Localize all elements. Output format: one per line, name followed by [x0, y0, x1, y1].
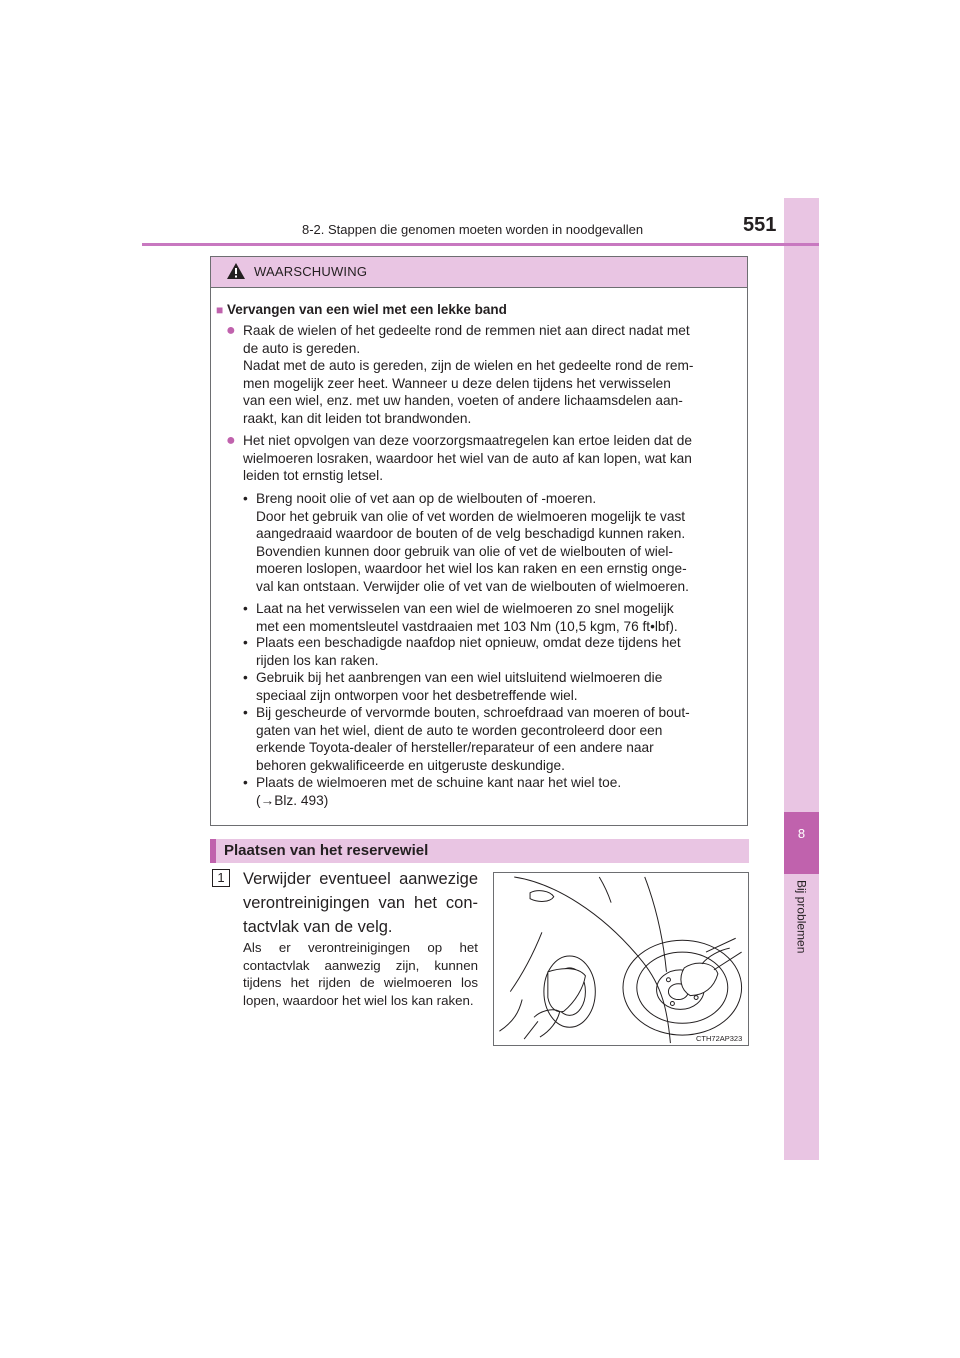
text-line: de auto is gereden. [243, 340, 361, 356]
text-line: speciaal zijn ontworpen voor het desbetreffende wiel. [256, 687, 578, 703]
text-line: raakt, kan dit leiden tot brandwonden. [243, 410, 472, 426]
warning-section-heading-text: Vervangen van een wiel met een lekke band [227, 302, 507, 317]
text-line: Plaats een beschadigde naafdop niet opnieuw, omdat deze tijdens het [256, 635, 681, 650]
text-line: Laat na het verwisselen van een wiel de wielmoeren zo snel mogelijk [256, 601, 674, 616]
page-reference-link[interactable]: (→Blz. 493) [256, 792, 329, 808]
step-note: Als er verontreinigingen op het contactvlak aanwezig zijn, kunnen tijdens het rijden de wielmoeren los lopen, waardoor het wiel los kan raken. [243, 940, 478, 1008]
warning-bullet-1 [243, 322, 742, 427]
text-line: leiden tot ernstig letsel. [243, 468, 383, 483]
step-text: Verwijder eventueel aanwezige verontreinigingen van het con-tactvlak van de velg. [243, 870, 478, 936]
section-accent [210, 839, 216, 863]
text-line: Bij gescheurde of vervormde bouten, schroefdraad van moeren of bout- [256, 705, 690, 720]
warning-sub-item [243, 490, 741, 595]
text-line: Nadat met de auto is gereden, zijn de wielen en het gedeelte rond de rem- [243, 358, 694, 373]
warning-bullet-2 [243, 432, 742, 485]
header-rule [142, 243, 819, 246]
chapter-number: 8 [797, 826, 806, 841]
text-line: aangedraaid waardoor de bouten of de velg beschadigd kunnen raken. [256, 526, 686, 541]
text-line: Door het gebruik van olie of vet worden de wielmoeren mogelijk te vast [256, 508, 686, 524]
text-line: van een wiel, enz. met uw handen, voeten of andere lichaamsdelen aan- [243, 393, 683, 408]
warning-sub-item [243, 600, 741, 635]
circle-bullet-icon: ● [226, 432, 236, 449]
chapter-label: Bij problemen [794, 880, 809, 954]
header-section-title: 8-2. Stappen die genomen moeten worden in noodgevallen [302, 222, 644, 237]
dot-bullet-icon: • [243, 775, 248, 790]
text-line: Het niet opvolgen van deze voorzorgsmaatregelen kan ertoe leiden dat de [243, 433, 692, 448]
step-number: 1 [212, 869, 230, 887]
warning-sub-item [243, 774, 741, 809]
text-line: behoren gekwalificeerde en uitgeruste deskundige. [256, 757, 565, 773]
chapter-tab[interactable] [784, 812, 819, 874]
warning-sub-item [243, 634, 741, 669]
side-tab-strip [784, 198, 819, 1160]
text-line: Gebruik bij het aanbrengen van een wiel uitsluitend wielmoeren die [256, 670, 663, 685]
text-line: gaten van het wiel, dient de auto te worden gecontroleerd door een [256, 722, 663, 738]
dot-bullet-icon: • [243, 705, 248, 720]
text-line: erkende Toyota-dealer of hersteller/reparateur of een andere naar [256, 740, 654, 755]
dot-bullet-icon: • [243, 601, 248, 616]
dot-bullet-icon: • [243, 670, 248, 685]
text-line: met een momentsleutel vastdraaien met 103 Nm (10,5 kgm, 76 ft•lbf). [256, 618, 678, 634]
warning-title: WAARSCHUWING [254, 264, 368, 279]
wheel-cleaning-illustration [493, 872, 749, 1046]
dot-bullet-icon: • [243, 635, 248, 650]
text-line: men mogelijk zeer heet. Wanneer u deze delen tijdens het verwisselen [243, 375, 671, 391]
illustration-code: CTH72AP323 [696, 1034, 743, 1043]
circle-bullet-icon: ● [226, 322, 236, 339]
text-line: Bovendien kunnen door gebruik van olie of vet de wielbouten of wiel- [256, 543, 673, 559]
warning-section-heading [216, 301, 507, 320]
page-number: 551 [743, 214, 777, 236]
text-line: moeren loslopen, waardoor het wiel los kan raken en een ernstig onge- [256, 561, 687, 576]
text-line: Raak de wielen of het gedeelte rond de remmen niet aan direct nadat met [243, 323, 690, 338]
warning-triangle-icon [226, 262, 246, 280]
text-line: Breng nooit olie of vet aan op de wielbouten of -moeren. [256, 491, 597, 506]
text-line: val kan ontstaan. Verwijder olie of vet van de wielbouten of wielmoeren. [256, 578, 689, 594]
text-line: Plaats de wielmoeren met de schuine kant naar het wiel toe. [256, 775, 622, 790]
text-line: rijden los kan raken. [256, 652, 379, 668]
section-title: Plaatsen van het reservewiel [224, 842, 429, 859]
text-line: wielmoeren losraken, waardoor het wiel van de auto af kan lopen, wat kan [243, 450, 692, 466]
warning-sub-item [243, 704, 741, 774]
warning-sub-item [243, 669, 741, 704]
square-bullet-icon: ■ [216, 303, 224, 317]
dot-bullet-icon: • [243, 491, 248, 506]
